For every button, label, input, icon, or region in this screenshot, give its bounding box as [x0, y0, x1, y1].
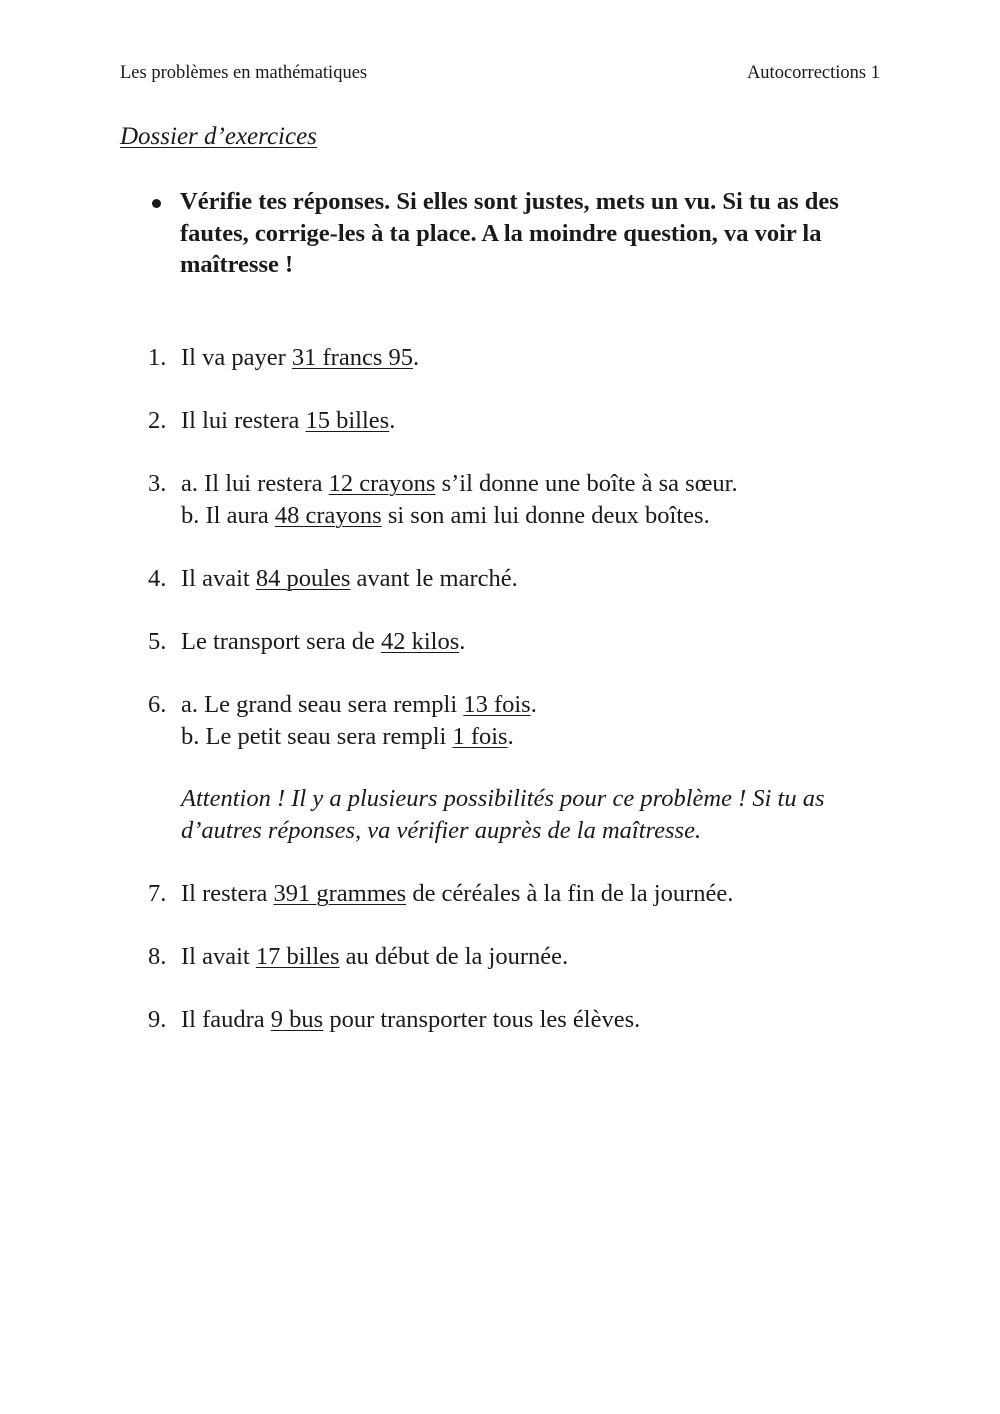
answer-text: .	[412, 344, 420, 371]
answer-item	[148, 689, 888, 846]
answer-line	[181, 405, 888, 437]
answer-text: Il faudra	[181, 1006, 271, 1033]
answer-text: Il avait	[181, 943, 256, 970]
answer-item	[148, 405, 888, 437]
answer-line	[181, 468, 888, 500]
answer-line	[181, 563, 888, 595]
header-left-text: Les problèmes en mathématiques	[120, 63, 368, 83]
answer-value: 31 francs 95	[291, 344, 413, 371]
answer-item	[148, 878, 888, 910]
instruction-text: Vérifie tes réponses. Si elles sont justes, mets un vu. Si tu as des fautes, corrige-les à ta place. A la moindre question, va voir la maîtresse !	[180, 188, 839, 278]
answer-number: 6.	[148, 691, 167, 718]
answer-text: Il va payer	[181, 344, 292, 371]
answer-text: a. Le grand seau sera rempli	[181, 691, 464, 718]
bullet-icon	[152, 199, 161, 208]
answer-value: 48 crayons	[274, 501, 382, 529]
page-title: Dossier d’exercices	[120, 123, 317, 150]
answer-text: b. Le petit seau sera rempli	[181, 722, 453, 750]
answer-line	[181, 689, 888, 721]
answer-text: de céréales à la fin de la journée.	[406, 880, 734, 907]
answer-item	[148, 468, 888, 531]
answer-item	[148, 1004, 888, 1036]
answer-text: a. Il lui restera	[181, 470, 329, 497]
answer-value: 12 crayons	[328, 470, 436, 497]
answer-number: 4.	[148, 565, 167, 592]
answer-text: si son ami lui donne deux boîtes.	[381, 501, 710, 529]
answer-body	[181, 626, 888, 658]
answer-item	[148, 342, 888, 374]
answer-value: 391 grammes	[273, 880, 407, 907]
answer-number: 9.	[148, 1006, 167, 1033]
instruction-block	[152, 186, 892, 281]
answer-text: .	[507, 722, 514, 750]
answer-value: 42 kilos	[381, 628, 460, 655]
attention-note: Attention ! Il y a plusieurs possibilités pour ce problème ! Si tu as d’autres réponses, va vérifier auprès de la maîtresse.	[181, 785, 825, 844]
answer-item	[148, 563, 888, 595]
answer-line	[181, 342, 888, 374]
answer-value: 84 poules	[255, 565, 351, 592]
answer-value: 15 billes	[305, 407, 390, 434]
answer-text: Il lui restera	[181, 407, 306, 434]
answer-text: .	[530, 691, 537, 718]
answer-body	[181, 1004, 888, 1036]
answer-text: s’il donne une boîte à sa sœur.	[435, 470, 738, 497]
answer-value: 1 fois	[452, 722, 508, 750]
header-right-text: Autocorrections 1	[746, 63, 880, 83]
answer-text: b. Il aura	[181, 501, 275, 529]
answer-text: Il restera	[181, 880, 274, 907]
answer-body	[181, 689, 888, 846]
answer-line	[181, 626, 888, 658]
answer-line	[181, 500, 888, 532]
answer-number: 1.	[148, 344, 167, 371]
answer-text: Il avait	[181, 565, 256, 592]
answer-item	[148, 626, 888, 658]
answer-value: 17 billes	[255, 943, 340, 970]
answer-text: .	[389, 407, 396, 434]
answer-number: 8.	[148, 943, 167, 970]
answer-body	[181, 405, 888, 437]
answer-number: 5.	[148, 628, 167, 655]
answer-number: 3.	[148, 470, 167, 497]
answer-body	[181, 878, 888, 910]
answer-text: Le transport sera de	[181, 628, 381, 655]
answer-text: avant le marché.	[350, 565, 518, 592]
answer-body	[181, 563, 888, 595]
answer-number: 7.	[148, 880, 167, 907]
answer-item	[148, 941, 888, 973]
answer-body	[181, 342, 888, 374]
answer-line	[181, 941, 888, 973]
answer-number: 2.	[148, 407, 167, 434]
answer-line	[181, 878, 888, 910]
answer-text: .	[459, 628, 466, 655]
page-header	[120, 60, 880, 86]
answer-value: 9 bus	[270, 1006, 324, 1033]
answer-value: 13 fois	[463, 691, 531, 718]
answer-body	[181, 941, 888, 973]
answer-line	[181, 1004, 888, 1036]
answer-line	[181, 721, 888, 753]
answer-text: au début de la journée.	[339, 943, 569, 970]
answer-body	[181, 468, 888, 531]
answer-text: pour transporter tous les élèves.	[323, 1006, 641, 1033]
